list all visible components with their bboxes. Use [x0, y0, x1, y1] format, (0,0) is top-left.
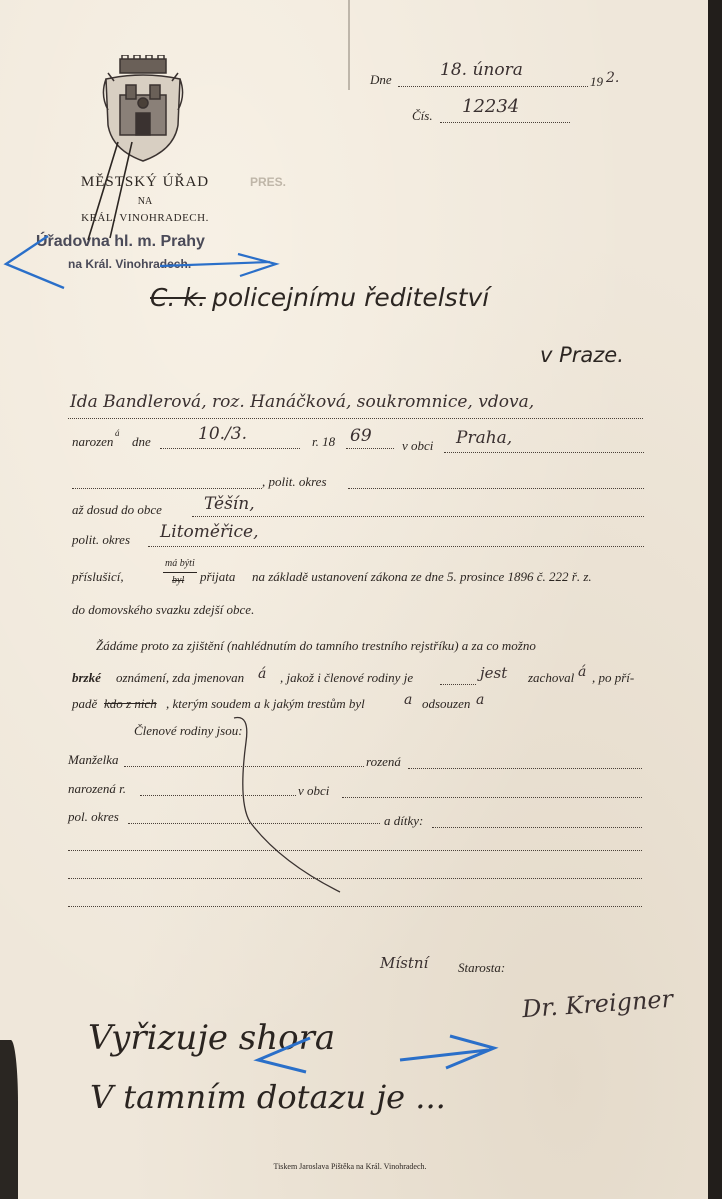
- polit-district-value: Litoměřice,: [160, 522, 259, 542]
- family-label: Členové rodiny jsou:: [134, 723, 243, 738]
- children-dots: [432, 827, 642, 828]
- request-bold: brzké: [72, 670, 101, 685]
- request-dots: [440, 684, 476, 685]
- printer-footer: Tiskem Jaroslava Pištěka na Král. Vinohradech.: [273, 1162, 427, 1171]
- year-label: r. 18: [312, 434, 336, 449]
- person-line: Ida Bandlerová, roz. Hanáčková, soukromnice, vdova,: [70, 392, 535, 412]
- belongs-label: příslušicí,: [72, 569, 124, 584]
- addressee-struck-prefix: C. k.: [150, 283, 206, 312]
- request-line-3d: a: [404, 692, 413, 708]
- wife-place-label: v obci: [298, 783, 330, 798]
- maiden-dots: [408, 768, 642, 769]
- born-suffix: á: [115, 428, 120, 438]
- signature-name: Dr. Kreigner: [521, 984, 674, 1024]
- request-line-1: Žádáme proto za zjištění (nahlédnutím do tamního trestního rejstříku) a za co možno: [96, 638, 536, 653]
- year-dots: [346, 448, 394, 449]
- wife-born-label: narozená r.: [68, 781, 127, 796]
- wife-place-dots: [342, 797, 642, 798]
- request-line-2c: , jakož i členové rodiny je: [280, 670, 414, 685]
- fraction-top: má býti: [165, 558, 195, 569]
- paper-damage: [0, 1040, 18, 1199]
- year-prefix: 19: [590, 74, 603, 89]
- children-label: a dítky:: [384, 813, 424, 828]
- blue-arrow-bottom-icon: [250, 1030, 510, 1090]
- fraction-bar: [163, 572, 197, 573]
- date-dots: [398, 86, 588, 87]
- blank-line-3: [68, 906, 642, 907]
- signature-prefix: Místní: [380, 954, 429, 972]
- day-value: 10./3.: [198, 424, 247, 444]
- number-dots: [440, 122, 570, 123]
- date-value: 18. února: [440, 60, 523, 80]
- pol-district-label: pol. okres: [68, 809, 119, 824]
- day-label: dne: [132, 434, 151, 449]
- accepted-word: přijata: [200, 569, 236, 584]
- office-stamp-line1: Úřadovna hl. m. Prahy: [36, 233, 205, 250]
- born-label: narozen: [72, 434, 114, 449]
- place-label: v obci: [402, 438, 434, 453]
- person-dots: [68, 418, 643, 419]
- office-stamp-line2: na Král. Vinohradech.: [68, 257, 192, 271]
- date-label: Dne: [370, 72, 392, 87]
- pencil-cancel-stroke: [220, 712, 360, 902]
- year-value: 2.: [606, 70, 620, 86]
- year-born-value: 69: [350, 426, 372, 446]
- law-text: na základě ustanovení zákona ze dne 5. prosince 1896 č. 222 ř. z.: [252, 569, 592, 584]
- request-line-2g: , po pří-: [592, 670, 635, 685]
- request-line-3e: odsouzen: [422, 696, 471, 711]
- scan-edge: [708, 0, 722, 1199]
- request-line-2f: á: [578, 664, 587, 680]
- office-name-line1: MĚSTSKÝ ÚŘAD: [80, 174, 210, 190]
- polit-district-dots: [148, 546, 644, 547]
- office-name-line2: NA: [137, 196, 153, 207]
- request-line-2e: zachoval: [528, 670, 575, 685]
- signature-label: Starosta:: [458, 960, 506, 975]
- request-line-3b: kdo z nich: [104, 696, 157, 711]
- maiden-label: rozená: [366, 754, 401, 769]
- request-line-2d: jest: [480, 664, 508, 682]
- office-name-line3: KRÁL. VINOHRADECH.: [81, 212, 209, 224]
- district-dots-2: [348, 488, 644, 489]
- request-line-2b: á: [258, 666, 267, 682]
- number-label: Čís.: [412, 108, 433, 123]
- wife-label: Manželka: [68, 752, 119, 767]
- annotation-line-2: V tamním dotazu je ...: [90, 1078, 446, 1116]
- day-dots: [160, 448, 300, 449]
- number-value: 12234: [462, 96, 520, 117]
- addressee-title: policejnímu ředitelství: [212, 283, 490, 312]
- polit-district-label: polit. okres: [72, 532, 131, 547]
- district-label: , polit. okres: [262, 474, 327, 489]
- fraction-bottom: byl: [172, 575, 185, 586]
- until-dots: [192, 516, 644, 517]
- annotation-line-1: Vyřizuje shora: [88, 1018, 336, 1058]
- place-value: Praha,: [456, 428, 513, 448]
- faint-stamp: PRES.: [250, 175, 287, 189]
- request-line-3f: a: [476, 692, 485, 708]
- request-line-3a: padě: [72, 696, 98, 711]
- place-dots: [444, 452, 644, 453]
- until-label: až dosud do obce: [72, 502, 162, 517]
- until-value: Těšín,: [204, 494, 255, 514]
- request-line-2a: oznámení, zda jmenovan: [116, 670, 245, 685]
- law-text-2: do domovského svazku zdejší obce.: [72, 602, 255, 617]
- addressee-city: v Praze.: [540, 343, 624, 367]
- paper-fold: [348, 0, 350, 90]
- request-line-3c: , kterým soudem a k jakým trestům byl: [166, 696, 365, 711]
- district-dots-1: [72, 488, 262, 489]
